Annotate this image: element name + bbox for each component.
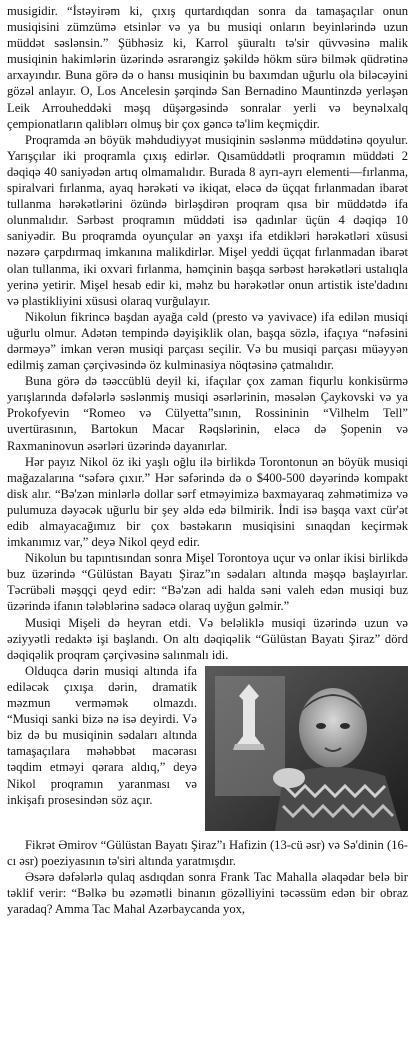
paragraph-6: Nikolun bu tapıntısından sonra Mişel Torontoya uçur və onlar ikisi birlikdə buz üzərində “Gülüstan Bayatı Şiraz”ın sədaları altında məşqə başlayırlar. Təcrübəli məşqçi qeyd edir: “Bə'zən adi halda səni valeh edən musiqi buz üzərində ifanın tələblərinə sadəcə olaraq uyğun gəlmir.”	[7, 551, 408, 614]
paragraph-2: Proqramda ən böyük məhdudiyyət musiqinin səslənmə müddətinə qoyulur. Yarışçılar iki proqramla çıxış edirlər. Qısamüddətli proqramın müddəti 2 dəqiqə 40 saniyədən artıq olmamalıdır. Burada 8 ayrı-ayrı elementi—fırlanma, spiralvari fırlanma, ayaq hərəkəti və ikiqat, eləcə də üçqat fırlanmadan ibarət tullanma hərəkətlərini özündə birləşdirən proqram qısa bir müddətdə ifa olunmalıdır. Sərbəst proqramın müddəti isə qadınlar üçün 4 dəqiqə 10 saniyədir. Bu proqramda oyunçular ən yaxşı ifa etdikləri hərəkətləri xüsusi nəzərə çarpdırmaq imkanına malikdirlər. Mişel yeddi üçqat fırlanmadan ibarət olan tullanma, iki oxvari fırlanma, həmçinin başqa sərbəst hərəkətləri ustalıqla yerinə yetirir. Mişel hesab edir ki, məhz bu hərəkətlər onun artistik istе'dadını və plastikliyini xüsusi olaraq vurğulayır.	[7, 132, 408, 308]
paragraph-1: musigidir. “İstəyirəm ki, çıxış qurtardıqdan sonra da tamaşaçılar onun musiqisini zümzümə etsinlər və ya bu musiqi onların beyinlərində uzun müddət səslənsin.” Şübhəsiz ki, Karrol şüuraltı tə'sir qüvvəsinə malik musiqinin hakimlərin üzərində əsrarəngiz şəkildə hökm sürə bilmək qüdrətinə arxayındır. Buna görə də o hansı musiqinin bu baxımdan uğurlu ola biləcəyini gözəl anlayır. O, Los Ancelesin şərqində San Bernadino Mauntinzdə yerləşən Leik Arrouheddəki məşq düşərgəsində sonralar yerli və beynəlxalq çempionatların qaliblərı olmuş bir çox gəncə tə'lim keçmiçdir.	[7, 4, 408, 131]
composer-photo-image	[205, 666, 408, 831]
paragraph-8: Olduqca dərin musiqi altında ifa edilәcək çıxışa dərin, dramatik məzmun vermәmək olmazdı. “Musiqi sanki bizə nə isə deyirdi. Və biz də bu musiqinin sədaları altında tamaşaçılara məhəbbət macərası təqdim etməyi qərara aldıq,” deyə Nikol proqramın yaranması və inkişafı prosesindən söz açır.	[7, 663, 197, 807]
photo-text-block	[7, 663, 408, 837]
paragraph-10: Əsərə dəfələrlə qulaq asdıqdan sonra Frank Tac Mahalla əlaqədar belə bir təklif verir: “Bəlkə bu əzəmətli binanın gözəlliyini təcəssüm edən bir obraz yaradaq? Amma Tac Mahal Azərbaycanda yox,	[7, 870, 408, 917]
paragraph-4: Buna görə də təəccüblü deyil ki, ifaçılar çox zaman fiqurlu konkisürmə yarışlarında dəfələrlə səslənmiş musiqi əsərlərinin, məsələn Çaykovski və ya Prokofyevin “Romeo və Cülyetta”sının, Rossininin “Vilhelm Tell” uvertürasının, Bartokun Macar Rəqslərinin, eləcə də Şopenin və Raxmaninovun əsərləri üzərində dayanırlar.	[7, 374, 408, 453]
composer-photo	[205, 666, 408, 831]
paragraph-3: Nikolun fikrincə başdan ayağa cəld (presto və yavivace) ifa edilən musiqi uğurlu olmur. Adətən tempində dəyişiklik olan, başqa sözlə, ifaçıya “nəfəsini dərməyə” imkan verən musiqi parçası seçilir. Və bu musiqi parçası müəyyən edilmiş zaman çərçivəsində öz kulminasiya nöqtəsinə çatmalıdır.	[7, 309, 408, 373]
paragraph-7: Musiqi Mişeli də heyran etdi. Və beləliklə musiqi üzərində uzun və əziyyətli redaktə işi başlandı. On altı dəqiqəlik “Gülüstan Bayatı Şiraz” dörd dəqiqəlik proqram çərçivəsinə salınmalı idi.	[7, 615, 408, 662]
paragraph-5: Hər payız Nikol öz iki yaşlı oğlu ilə birlikdə Torontonun ən böyük musiqi mağazalarına “səfərə çıxır.” Hər səfərində də o $400-500 dəyərində kompakt disk alır. “Bə'zən minlərlə dollar sərf etməyimizə baxmayaraq zəhmətimizə və pulumuza dəyəcək uğurlu bir şey əldə edə bilmirik. İndi isə başqa vaxt cür'ət edib almayacağımız bir çox bəstəkarın musiqisini sınaqdan keçirmək imkanımız var,” deyə Nikol qeyd edir.	[7, 454, 408, 550]
paragraph-9: Fikrət Əmirov “Gülüstan Bayatı Şiraz”ı Hafizin (13-cü əsr) və Sə'dinin (16-cı əsr) poeziyasının tə'siri altında yaratmışdır.	[7, 837, 408, 868]
